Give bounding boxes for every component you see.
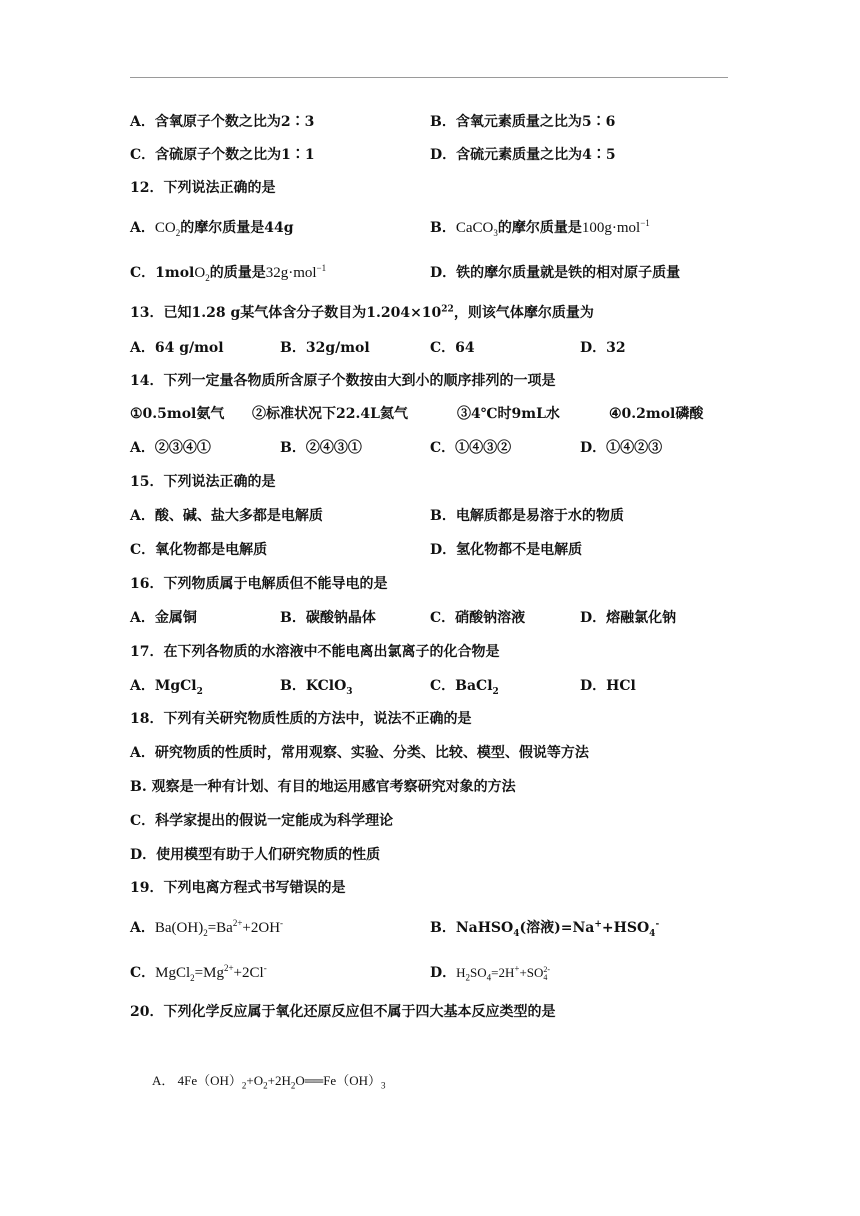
q19-option-d: D．$H_2SO_4=2H^++SO$ 2- 4 — [430, 963, 551, 983]
q19-option-c: C．$MgCl_2=Mg^{2+}+2Cl^-$ — [130, 963, 267, 983]
q18-option-d: D．使用模型有助于人们研究物质的性质 — [130, 847, 381, 863]
q16-stem: 16．下列物质属于电解质但不能导电的是 — [130, 576, 388, 592]
q13-option-a: A．64 g/mol — [130, 340, 224, 356]
q14-item-4: ④0.2mol磷酸 — [609, 406, 704, 422]
q20-option-a: A． $4Fe(OH)_2+O_2+2H_2O══Fe(OH)_3$ — [152, 1073, 386, 1091]
q11-option-d: D．含硫元素质量之比为4∶5 — [430, 147, 616, 163]
q11-option-a: A．含氧原子个数之比为2∶3 — [130, 114, 315, 130]
q16-option-d: D．熔融氯化钠 — [580, 610, 677, 626]
q18-option-a: A．研究物质的性质时，常用观察、实验、分类、比较、模型、假说等方法 — [130, 745, 589, 761]
q16-option-a: A．金属铜 — [130, 610, 197, 626]
q14-option-a: A．②③④① — [130, 440, 211, 456]
q16-option-b: B．碳酸钠晶体 — [280, 610, 376, 626]
q16-option-c: C．硝酸钠溶液 — [430, 610, 526, 626]
q12-option-d: D．铁的摩尔质量就是铁的相对原子质量 — [430, 265, 681, 281]
q13-stem: 13．已知1.28 g某气体含分子数目为$1.204\times 10^{22}$，则该气体摩尔质量为 — [130, 304, 594, 321]
q14-option-b: B．②④③① — [280, 440, 362, 456]
q15-stem: 15．下列说法正确的是 — [130, 474, 276, 490]
q17-stem: 17．在下列各物质的水溶液中不能电离出氯离子的化合物是 — [130, 644, 500, 660]
q15-option-b: B．电解质都是易溶于水的物质 — [430, 508, 624, 524]
q18-option-c: C．科学家提出的假说一定能成为科学理论 — [130, 813, 394, 829]
q12-option-a: A．$CO_2$的摩尔质量是44g — [130, 220, 294, 238]
q14-item-1: ①0.5mol氨气 — [130, 406, 225, 422]
header-rule — [130, 77, 728, 78]
q15-option-a: A．酸、碱、盐大多都是电解质 — [130, 508, 323, 524]
q18-option-b: B. 观察是一种有计划、有目的地运用感官考察研究对象的方法 — [130, 779, 516, 795]
q17-option-c: C．BaCl$_2$ — [430, 678, 499, 697]
q15-option-c: C．氧化物都是电解质 — [130, 542, 268, 558]
q19-option-a: A．$Ba(OH)_2=Ba^{2+}+2OH^-$ — [130, 918, 284, 938]
q14-option-d: D．①④②③ — [580, 440, 663, 456]
q11-option-c: C．含硫原子个数之比为1∶1 — [130, 147, 315, 163]
q18-stem: 18．下列有关研究物质性质的方法中，说法不正确的是 — [130, 711, 472, 727]
q14-item-2: ②标准状况下22.4L氦气 — [252, 406, 408, 422]
q14-item-3: ③4℃时9mL水 — [457, 406, 560, 422]
q12-option-b: B．CaCO$_3$的摩尔质量是100g·mol$^{-1}$ — [430, 218, 650, 238]
q14-stem: 14．下列一定量各物质所含原子个数按由大到小的顺序排列的一项是 — [130, 373, 556, 389]
q17-option-b: B．KClO$_3$ — [280, 678, 353, 697]
q13-option-c: C．64 — [430, 340, 475, 356]
q19-option-b: B．NaHSO$_4$(溶液)$=Na^++HSO_4^-$ — [430, 919, 660, 939]
q11-option-b: B．含氧元素质量之比为5∶6 — [430, 114, 616, 130]
q17-option-d: D．HCl — [580, 678, 636, 694]
q12-stem: 12．下列说法正确的是 — [130, 180, 276, 196]
q20-stem: 20．下列化学反应属于氧化还原反应但不属于四大基本反应类型的是 — [130, 1004, 556, 1020]
q19-stem: 19．下列电离方程式书写错误的是 — [130, 880, 346, 896]
q17-option-a: A．MgCl$_2$ — [130, 678, 203, 697]
q13-option-b: B．32g/mol — [280, 340, 370, 356]
q15-option-d: D．氢化物都不是电解质 — [430, 542, 583, 558]
q12-option-c: C．1molO$_2$的质量是32g·mol$^{-1}$ — [130, 263, 327, 283]
q14-option-c: C．①④③② — [430, 440, 512, 456]
q13-option-d: D．32 — [580, 340, 626, 356]
